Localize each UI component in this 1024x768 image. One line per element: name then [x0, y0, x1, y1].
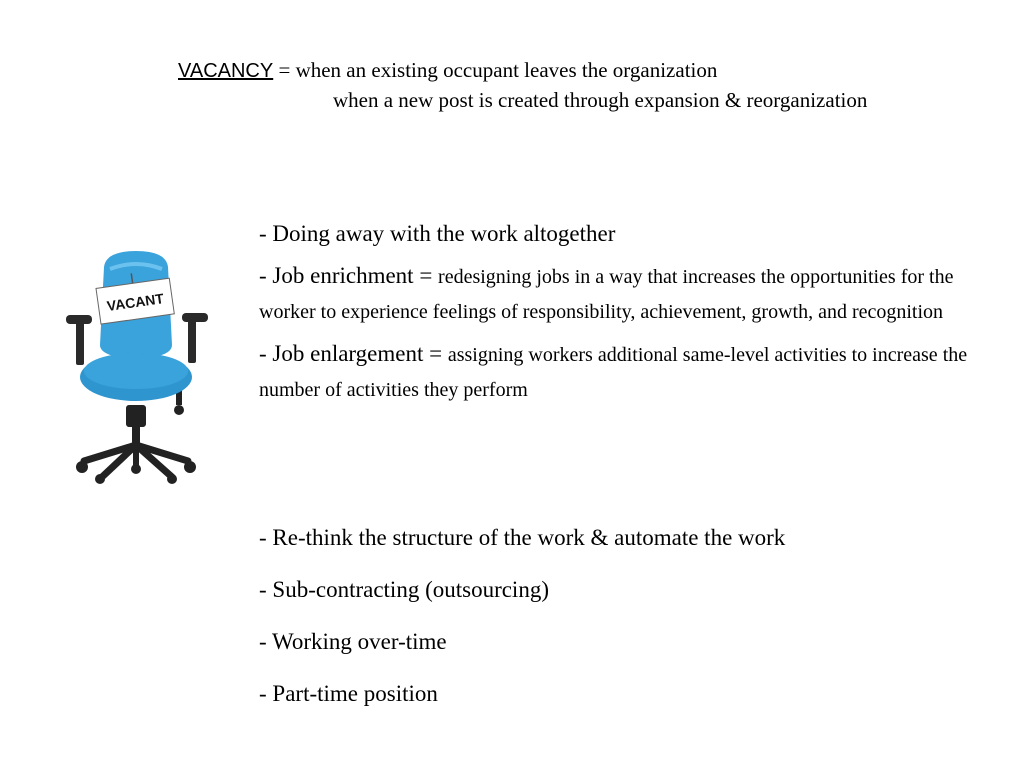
vacancy-term: VACANCY: [178, 60, 274, 82]
list-item-description: redesigning jobs in a way that increases the opportunities for the worker to experience feelings of responsibility, achievement, growth, and recognition: [259, 266, 954, 323]
other-alternatives-list: [259, 521, 1014, 729]
list-item: [259, 259, 1014, 329]
list-item: - Working over-time: [259, 629, 447, 654]
vacancy-definition-2: when a new post is created through expansion & reorganization: [333, 88, 868, 112]
list-item: [259, 217, 1014, 251]
list-item-title: - Job enrichment =: [259, 263, 439, 288]
vacant-office-chair-icon: [36, 245, 236, 485]
vacant-sign-text: VACANT: [105, 290, 165, 315]
vacancy-definition-1: when an existing occupant leaves the organization: [295, 58, 718, 82]
list-item: [259, 337, 1014, 407]
list-item-title: - Job enlargement =: [259, 341, 448, 366]
vacancy-definition: [178, 56, 867, 115]
equals-sign: =: [273, 58, 296, 82]
list-item: - Sub-contracting (outsourcing): [259, 577, 549, 602]
list-item: - Part-time position: [259, 681, 438, 706]
list-item: - Re-think the structure of the work & automate the work: [259, 525, 786, 550]
list-item-description: assigning workers additional same-level activities to increase the number of activities they perform: [259, 344, 968, 401]
work-alternatives-list: [259, 217, 1014, 415]
list-item-title: - Doing away with the work altogether: [259, 221, 616, 246]
